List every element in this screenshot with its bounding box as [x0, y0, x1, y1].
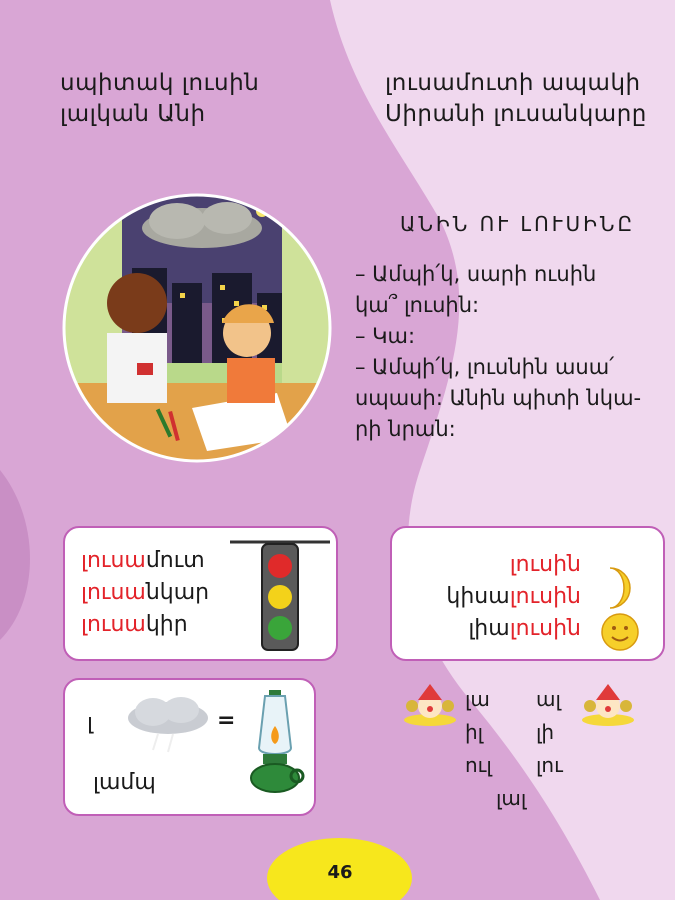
story-line: սպասի: Անին պիտի նկա-: [355, 386, 642, 410]
children-window-illustration: [62, 193, 332, 463]
half-moon-icon: [602, 566, 632, 610]
compound-word: կիսալուսին: [446, 584, 581, 609]
story-line: – Ամպի՛կ, լուսնին ասա՛: [355, 355, 615, 379]
compound-word: լուսին: [509, 552, 581, 577]
clown-icon: [580, 682, 636, 728]
traffic-light-words-card: [63, 526, 338, 661]
phrase-window-glass: լուսամուտի ապակի: [385, 70, 641, 96]
syllable: ալ: [536, 687, 561, 711]
syllable: լալ: [496, 786, 527, 810]
phrase-crying-ani: լալկան Անի: [60, 101, 206, 127]
phrase-siran-photo: Սիրանի լուսանկարը: [385, 101, 647, 127]
story-line: րի նրան:: [355, 417, 456, 441]
story-title: ԱՆԻՆ ՈՒ ԼՈՒՍԻՆԸ: [400, 212, 636, 236]
story-line: – Ամպի՛կ, սարի ուսին: [355, 262, 597, 286]
rain-cloud-icon: [123, 694, 213, 754]
equals-sign: =: [217, 708, 236, 733]
page-number: 46: [327, 862, 353, 883]
compound-word: լիալուսին: [468, 616, 581, 641]
clown-icon: [402, 682, 458, 728]
traffic-light-icon: [230, 534, 330, 654]
phrase-white-moon: սպիտակ լուսին: [60, 70, 260, 96]
compound-word: լուսակիր: [81, 612, 188, 637]
lamp-rebus-card: [63, 678, 316, 816]
compound-word: լուսանկար: [81, 580, 210, 605]
syllable: լա: [465, 687, 490, 711]
rebus-letter: լ: [87, 710, 93, 735]
syllable: լի: [536, 720, 555, 744]
oil-lamp-icon: [245, 686, 305, 798]
syllable: լու: [536, 753, 563, 777]
compound-word: լուսամուտ: [81, 548, 205, 573]
rebus-answer: լամպ: [93, 770, 156, 795]
full-moon-icon: [600, 612, 640, 652]
moon-words-card: [390, 526, 665, 661]
syllable: ուլ: [465, 753, 492, 777]
story-line: կա՞ լուսին:: [355, 293, 480, 317]
story-line: – Կա:: [355, 324, 416, 348]
syllable: իլ: [465, 720, 484, 744]
